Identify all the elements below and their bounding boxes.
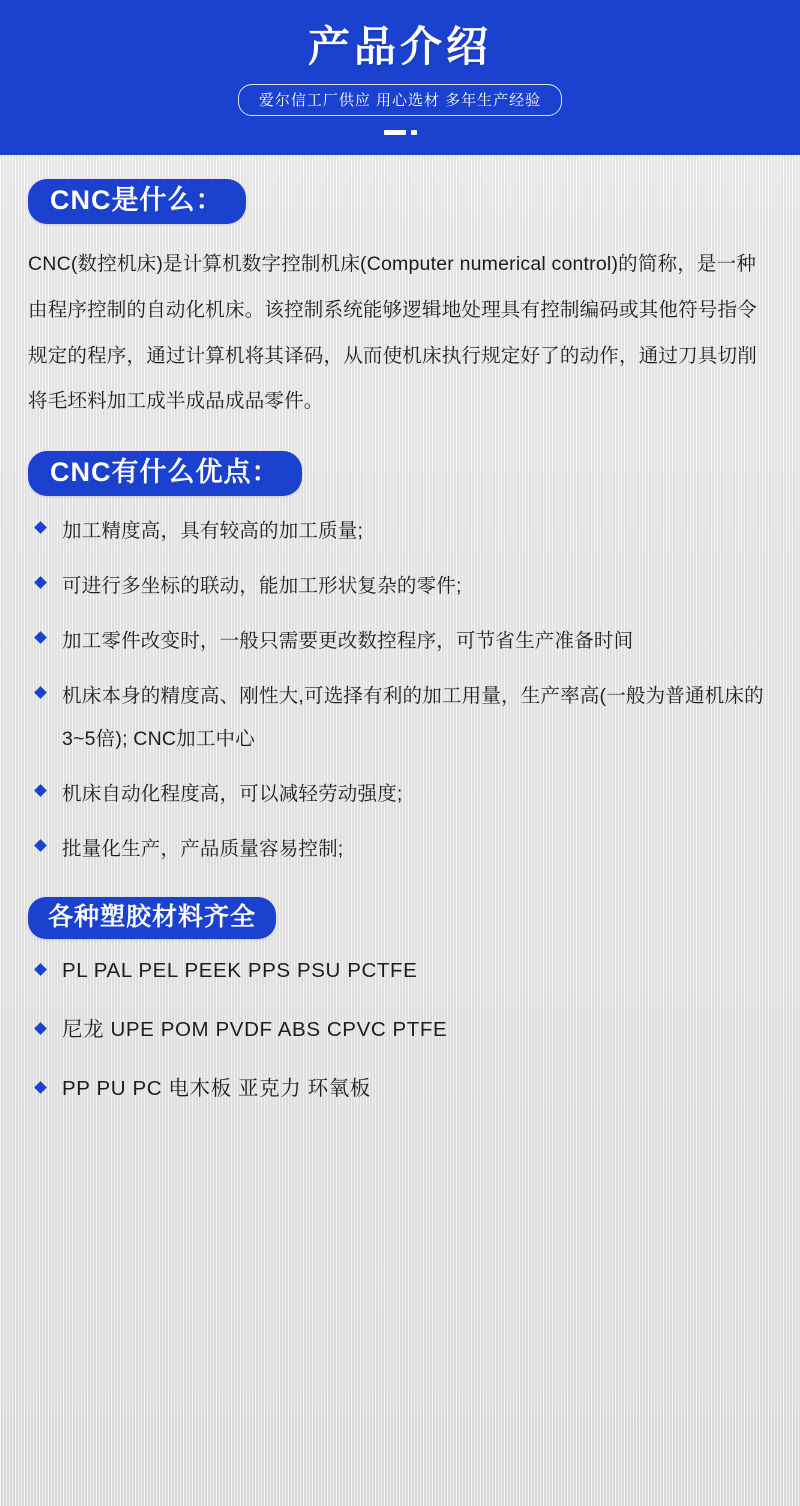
section-heading-what-is-cnc: CNC是什么：: [28, 179, 246, 224]
list-item: [28, 828, 772, 871]
list-item: [28, 1014, 772, 1047]
list-item: [28, 955, 772, 988]
diamond-bullet-icon: [34, 521, 47, 534]
diamond-bullet-icon: [34, 1022, 47, 1035]
header-divider: [384, 130, 417, 135]
list-item-label: 机床本身的精度高、刚性大,可选择有利的加工用量，生产率高(一般为普通机床的3~5倍); CNC加工中心: [62, 685, 764, 750]
page-header: [0, 0, 800, 155]
section-plastic-materials: [28, 897, 772, 1106]
list-item-label: PL PAL PEL PEEK PPS PSU PCTFE: [62, 959, 418, 983]
header-subtitle: 爱尔信工厂供应 用心选材 多年生产经验: [238, 84, 562, 116]
materials-list: [28, 955, 772, 1105]
diamond-bullet-icon: [34, 631, 47, 644]
list-item-label: 可进行多坐标的联动，能加工形状复杂的零件;: [62, 575, 462, 598]
page-title: 产品介绍: [307, 23, 492, 70]
list-item-label: 尼龙 UPE POM PVDF ABS CPVC PTFE: [62, 1018, 448, 1042]
list-item-label: 加工零件改变时，一般只需要更改数控程序，可节省生产准备时间: [62, 630, 634, 653]
section-heading-plastic-materials: 各种塑胶材料齐全: [28, 897, 276, 940]
header-content: [0, 0, 800, 155]
list-item-label: 机床自动化程度高，可以减轻劳动强度;: [62, 782, 403, 805]
diamond-bullet-icon: [34, 1081, 47, 1094]
list-item-label: 加工精度高，具有较高的加工质量;: [62, 520, 364, 543]
list-item: [28, 510, 772, 553]
diamond-bullet-icon: [34, 784, 47, 797]
advantage-list: [28, 510, 772, 870]
list-item-label: 批量化生产，产品质量容易控制;: [62, 837, 344, 860]
diamond-bullet-icon: [34, 686, 47, 699]
section-paragraph-what-is-cnc: CNC(数控机床)是计算机数字控制机床(Computer numerical control)的简称，是一种由程序控制的自动化机床。该控制系统能够逻辑地处理具有控制编码或其他符号指令规定的程序，通过计算机将其译码，从而使机床执行规定好了的动作，通过刀具切削将毛坯料加工成半成品成品零件。: [28, 253, 757, 413]
list-item: [28, 773, 772, 816]
list-item-label: PP PU PC 电木板 亚克力 环氧板: [62, 1076, 371, 1100]
section-cnc-advantages: [28, 451, 772, 870]
divider-dash-icon: [384, 130, 406, 135]
page-content: [0, 155, 800, 1106]
divider-dot-icon: [411, 130, 417, 135]
diamond-bullet-icon: [34, 576, 47, 589]
diamond-bullet-icon: [34, 839, 47, 852]
diamond-bullet-icon: [34, 963, 47, 976]
list-item: [28, 675, 772, 761]
section-what-is-cnc: [28, 179, 772, 425]
list-item: [28, 620, 772, 663]
section-heading-cnc-advantages: CNC有什么优点：: [28, 451, 302, 496]
list-item: [28, 565, 772, 608]
list-item: [28, 1073, 772, 1106]
